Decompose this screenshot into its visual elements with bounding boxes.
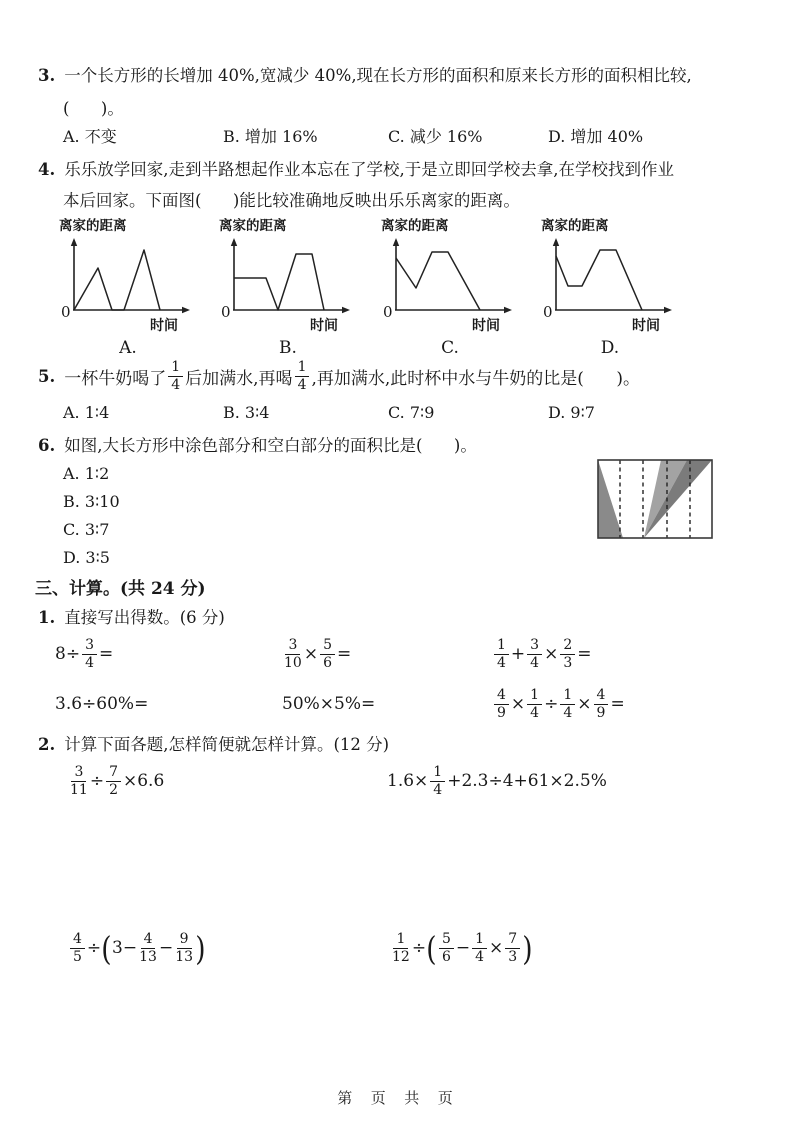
math-text: =: [610, 694, 625, 714]
graph-d-ylabel: 离家的距离: [541, 218, 609, 234]
fraction: $\frac{7}{2}$: [106, 765, 121, 797]
origin-label: 0: [221, 303, 231, 321]
math-text: =: [337, 644, 352, 664]
simplify-calc-1: [68, 757, 164, 805]
math-text: ×: [544, 644, 559, 664]
fraction: $\frac{1}{4}$: [527, 688, 542, 720]
big-paren: (: [101, 928, 112, 968]
fraction: $\frac{4}{9}$: [594, 688, 609, 720]
fraction: $\frac{1}{4}$: [295, 360, 310, 392]
question-5-text: [64, 360, 640, 392]
fraction: $\frac{5}{6}$: [320, 638, 335, 670]
math-text: +2.3÷4+61×2.5%: [447, 771, 607, 791]
question-6-number: 6.: [38, 436, 56, 455]
q5-option-d: D. 9∶7: [548, 403, 595, 422]
question-5-line: [38, 354, 640, 398]
q6-option-a: A. 1∶2: [63, 464, 110, 483]
math-text: −: [455, 938, 471, 958]
fraction: $\frac{9}{13}$: [175, 930, 194, 965]
distance-time-graph: [218, 234, 356, 334]
q3-option-b: B. 增加 16%: [223, 127, 318, 146]
fraction: $\frac{1}{4}$: [494, 638, 509, 670]
q5-option-a: A. 1∶4: [63, 403, 110, 422]
distance-time-graph: [380, 234, 518, 334]
question-3-number: 3.: [38, 66, 56, 85]
math-text: =: [577, 644, 592, 664]
math-text: 1.6×: [387, 771, 429, 791]
big-paren: ): [195, 928, 206, 968]
x-axis-arrow: [664, 307, 672, 313]
math-text: 一杯牛奶喝了: [64, 368, 167, 389]
graph-c-ylabel: 离家的距离: [381, 218, 449, 234]
q5-option-b: B. 3∶4: [223, 403, 270, 422]
math-text: 50%×5%=: [282, 694, 376, 714]
q3-option-c: C. 减少 16%: [388, 127, 483, 146]
graph-b-ylabel: 离家的距离: [219, 218, 287, 234]
math-text: =: [98, 644, 114, 664]
direct-calc-1: [55, 632, 113, 676]
fraction: $\frac{3}{11}$: [70, 763, 88, 798]
distance-curve: [396, 252, 480, 310]
math-text: ×6.6: [123, 771, 165, 791]
direct-calc-2: [282, 632, 351, 676]
simplify-calc-2: [387, 757, 607, 805]
q3-option-d: D. 增加 40%: [548, 127, 644, 146]
s3q1-number: 1.: [38, 608, 56, 627]
distance-time-chart-c: [380, 234, 520, 338]
q6-option-c: C. 3∶7: [63, 520, 110, 539]
graph-a-letter: A.: [119, 338, 137, 358]
math-text: 后加满水,再喝: [185, 368, 293, 389]
fraction: $\frac{3}{10}$: [284, 636, 302, 671]
x-axis-label: 时间: [310, 318, 338, 334]
shaded-triangle: [598, 460, 623, 538]
question-4-line2: 本后回家。下面图( )能比较准确地反映出乐乐离家的距离。: [63, 191, 520, 210]
distance-curve: [556, 250, 642, 310]
fraction: $\frac{3}{4}$: [82, 638, 97, 670]
q4-graph-c: [380, 214, 520, 358]
x-axis-arrow: [342, 307, 350, 313]
q3-option-a: A. 不变: [63, 127, 117, 146]
section-3-q1-title: [38, 608, 225, 629]
direct-calc-4: [55, 682, 148, 726]
q5-option-c: C. 7∶9: [388, 403, 435, 422]
q6-option-d: D. 3∶5: [63, 548, 110, 567]
x-axis-label: 时间: [632, 318, 660, 334]
fraction: $\frac{1}{12}$: [392, 930, 410, 965]
simplify-calc-3: [68, 922, 206, 974]
page-footer: 第 页 共 页: [337, 1089, 456, 1107]
fraction: $\frac{5}{6}$: [439, 932, 454, 964]
y-axis-arrow: [393, 238, 399, 246]
y-axis-arrow: [231, 238, 237, 246]
fraction: $\frac{1}{4}$: [560, 688, 575, 720]
distance-time-chart-b: [218, 234, 358, 338]
fraction: $\frac{1}{4}$: [168, 360, 183, 392]
fraction: $\frac{4}{13}$: [139, 930, 157, 965]
math-text: ×: [303, 644, 319, 664]
fraction: $\frac{7}{3}$: [505, 932, 520, 964]
math-text: 3−: [112, 938, 138, 958]
question-4-number: 4.: [38, 160, 56, 179]
q4-graph-a: [58, 214, 198, 358]
graph-a-ylabel: 离家的距离: [59, 218, 127, 234]
graph-b-letter: B.: [279, 338, 297, 358]
math-text: ÷: [89, 771, 105, 791]
math-text: ,再加满水,此时杯中水与牛奶的比是( )。: [311, 368, 640, 389]
x-axis-label: 时间: [150, 318, 178, 334]
fraction: $\frac{3}{4}$: [527, 638, 542, 670]
math-text: ÷: [411, 938, 427, 958]
s3q2-number: 2.: [38, 735, 56, 754]
x-axis-arrow: [182, 307, 190, 313]
fraction: $\frac{1}{4}$: [430, 765, 445, 797]
rectangle-figure-svg: [597, 459, 715, 541]
math-text: ÷: [86, 938, 102, 958]
question-3-text: 一个长方形的长增加 40%,宽减少 40%,现在长方形的面积和原来长方形的面积相比较,: [64, 66, 692, 85]
big-paren: ): [522, 928, 533, 968]
graph-d-letter: D.: [600, 338, 620, 358]
shaded-rectangle-figure: [597, 459, 715, 541]
math-text: ×: [577, 694, 592, 714]
math-text: ×: [510, 694, 526, 714]
big-paren: (: [426, 928, 437, 968]
distance-time-graph: [540, 234, 678, 334]
math-text: ×: [489, 938, 504, 958]
q4-graph-d: [540, 214, 680, 358]
direct-calc-5: [282, 682, 375, 726]
x-axis-label: 时间: [472, 318, 500, 334]
distance-time-chart-d: [540, 234, 680, 338]
question-4-text: 乐乐放学回家,走到半路想起作业本忘在了学校,于是立即回学校去拿,在学校找到作业: [64, 160, 674, 179]
s3q1-text: 直接写出得数。(6 分): [64, 608, 225, 627]
origin-label: 0: [383, 303, 393, 321]
distance-time-chart-a: [58, 234, 198, 338]
s3q2-text: 计算下面各题,怎样简便就怎样计算。(12 分): [64, 735, 390, 754]
math-text: ÷: [544, 694, 559, 714]
question-4-line1: [38, 160, 674, 181]
direct-calc-6: [492, 682, 625, 726]
fraction: $\frac{4}{5}$: [70, 932, 85, 964]
q6-option-b: B. 3∶10: [63, 492, 120, 511]
math-text: 8÷: [55, 644, 81, 664]
direct-calc-3: [492, 632, 592, 676]
question-6-line1: [38, 436, 477, 457]
question-3-line1: [38, 66, 692, 87]
q4-graph-b: [218, 214, 358, 358]
y-axis-arrow: [71, 238, 77, 246]
simplify-calc-4: [390, 922, 533, 974]
fraction: $\frac{1}{4}$: [472, 932, 487, 964]
origin-label: 0: [61, 303, 71, 321]
section-3-title: 三、计算。(共 24 分): [35, 579, 206, 599]
math-text: +: [510, 644, 526, 664]
fraction: $\frac{2}{3}$: [560, 638, 575, 670]
question-3-line2: ( )。: [63, 99, 124, 118]
fraction: $\frac{4}{9}$: [494, 688, 509, 720]
math-text: −: [158, 938, 174, 958]
origin-label: 0: [543, 303, 553, 321]
y-axis-arrow: [553, 238, 559, 246]
math-text: 3.6÷60%=: [55, 694, 149, 714]
section-3-q2-title: [38, 735, 389, 756]
graph-c-letter: C.: [441, 338, 459, 358]
distance-curve: [234, 254, 324, 310]
distance-time-graph: [58, 234, 196, 334]
question-5-number: 5.: [38, 366, 56, 386]
distance-curve: [74, 250, 160, 310]
question-6-text: 如图,大长方形中涂色部分和空白部分的面积比是( )。: [64, 436, 477, 455]
x-axis-arrow: [504, 307, 512, 313]
